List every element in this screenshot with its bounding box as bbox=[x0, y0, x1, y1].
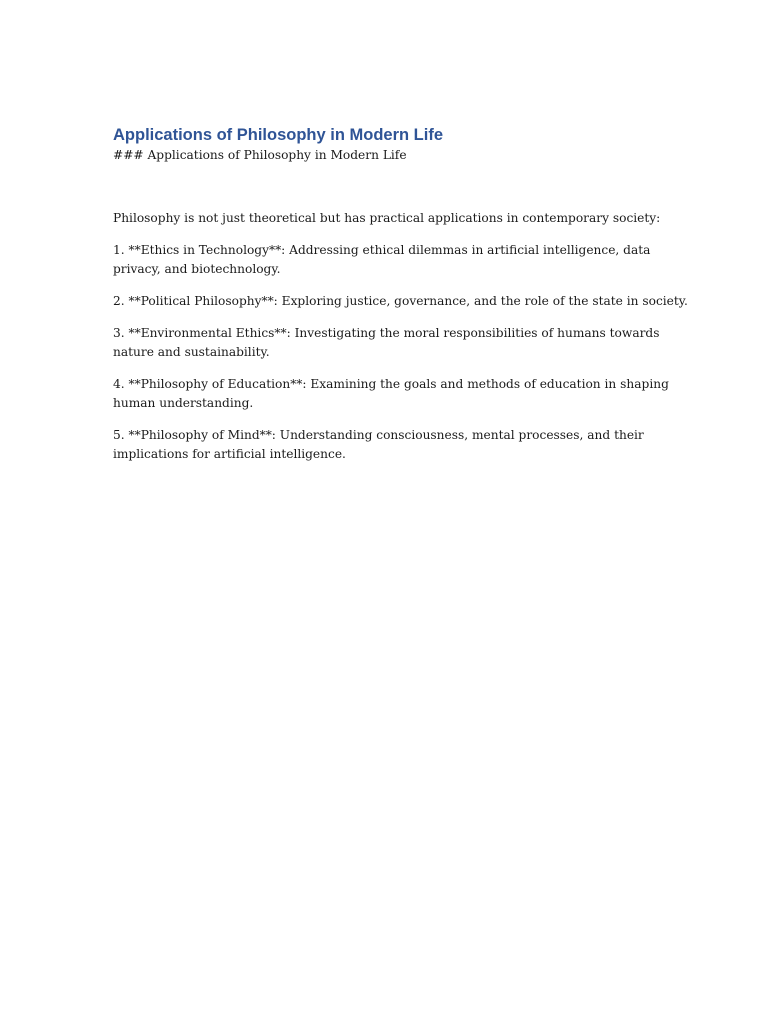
list-item bbox=[113, 324, 673, 362]
list-item bbox=[113, 292, 688, 311]
list-item-line: implications for artificial intelligence. bbox=[113, 447, 346, 461]
document-body bbox=[113, 124, 688, 464]
document-title: Applications of Philosophy in Modern Life bbox=[113, 126, 443, 144]
list-item-line: human understanding. bbox=[113, 396, 254, 410]
intro-paragraph: Philosophy is not just theoretical but has practical applications in contemporary society: bbox=[113, 211, 661, 225]
list-item-line: 2. **Political Philosophy**: Exploring justice, governance, and the role of the state in society. bbox=[113, 294, 688, 308]
list-item-line: 3. **Environmental Ethics**: Investigating the moral responsibilities of humans towards bbox=[113, 326, 660, 340]
list-item-line: nature and sustainability. bbox=[113, 345, 270, 359]
list-item bbox=[113, 426, 673, 464]
markdown-subheading: ### Applications of Philosophy in Modern Life bbox=[113, 148, 407, 162]
list-item-line: privacy, and biotechnology. bbox=[113, 262, 281, 276]
list-item bbox=[113, 375, 673, 413]
list-item-line: 1. **Ethics in Technology**: Addressing ethical dilemmas in artificial intelligence, data bbox=[113, 243, 651, 257]
list-item bbox=[113, 241, 673, 279]
list-item-line: 5. **Philosophy of Mind**: Understanding consciousness, mental processes, and their bbox=[113, 428, 644, 442]
list-item-line: 4. **Philosophy of Education**: Examining the goals and methods of education in shaping bbox=[113, 377, 669, 391]
